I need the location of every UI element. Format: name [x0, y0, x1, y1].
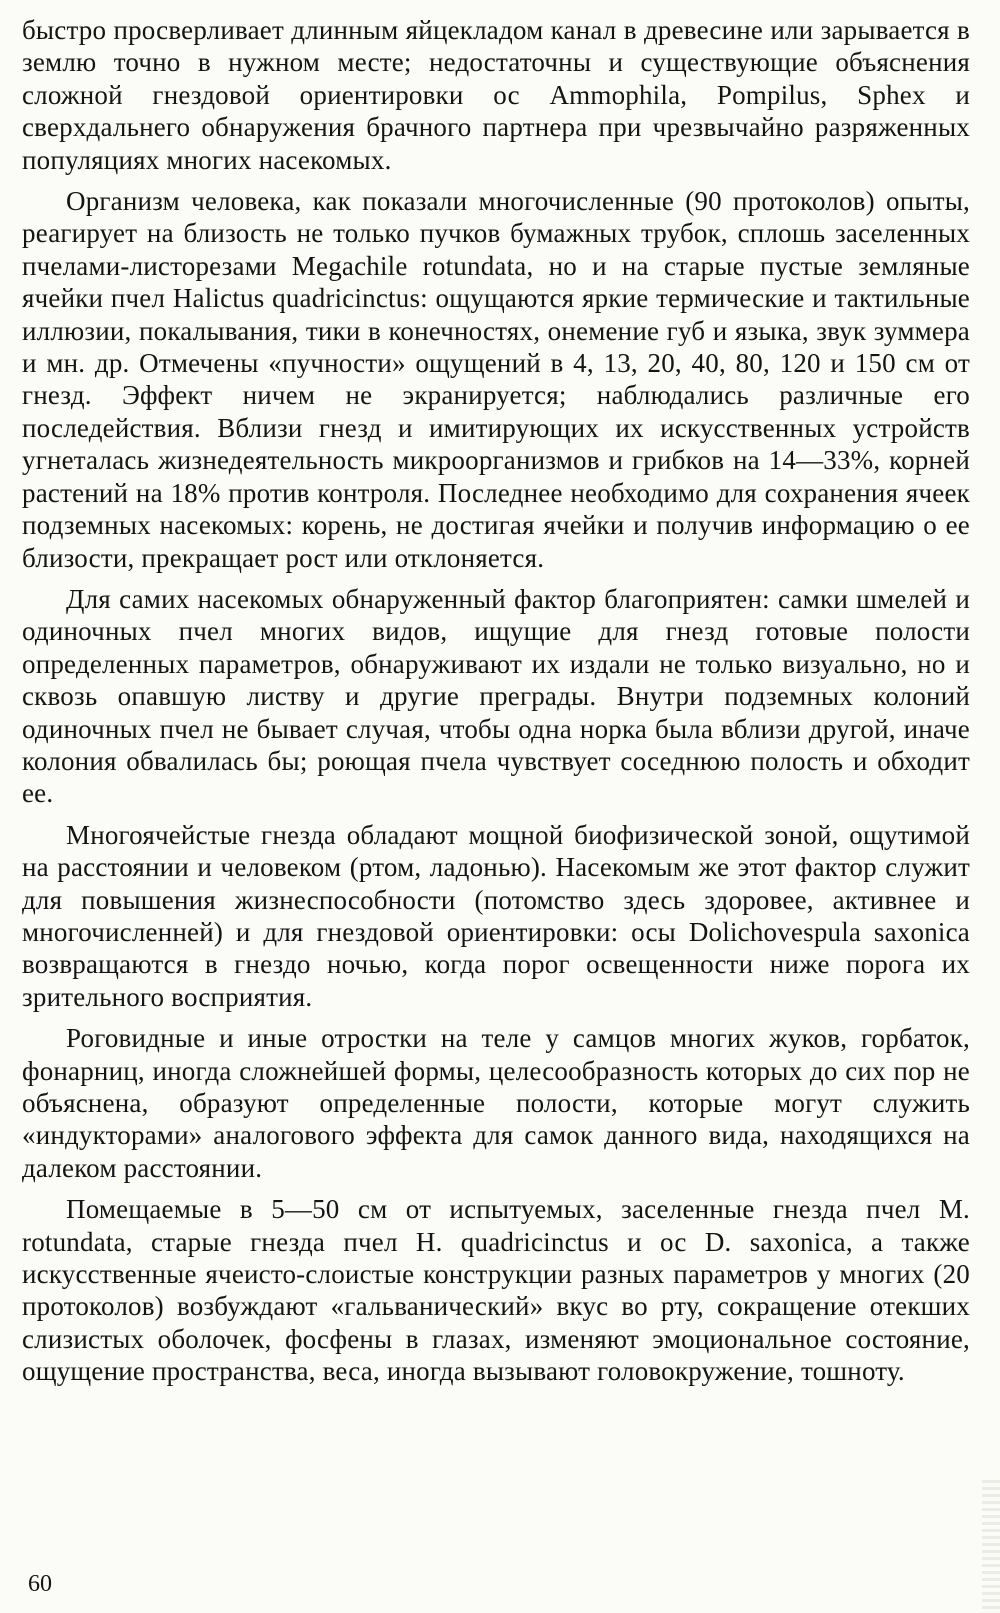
paragraph-insect-benefit: Для самих насекомых обнаруженный фактор благоприятен: самки шмелей и одиночных пчел многих видов, ищущие для гнезд готовые полости определенных параметров, обнаруживают их издали не только визуально, но и сквозь опавшую листву и другие преграды. Внутри подземных колоний одиночных пчел не бывает случая, чтобы одна норка была вблизи другой, иначе колония обвалилась бы; роющая пчела чувствует соседнюю полость и обходит ее. [22, 583, 970, 809]
body-text [22, 14, 970, 1397]
paragraph-multicell-nests: Многоячейстые гнезда обладают мощной биофизической зоной, ощутимой на расстоянии и человеком (ртом, ладонью). Насекомым же этот фактор служит для повышения жизнеспособности (потомство здесь здоровее, активнее и многочисленней) и для гнездовой ориентировки: осы Dolichovespula saxonica возвращаются в гнездо ночью, когда порог освещенности ниже порога их зрительного восприятия. [22, 819, 970, 1012]
page-number: 60 [28, 1571, 52, 1597]
paragraph-placed-nests: Помещаемые в 5—50 см от испытуемых, заселенные гнезда пчел M. rotundata, старые гнезда пчел H. quadricinctus и ос D. saxonica, а также искусственные ячеисто-слоистые конструкции разных параметров у многих (20 протоколов) возбуждают «гальванический» вкус во рту, сокращение отекших слизистых оболочек, фосфены в глазах, изменяют эмоциональное состояние, ощущение пространства, веса, иногда вызывают головокружение, тошноту. [22, 1194, 970, 1387]
scan-edge-noise [982, 1480, 1000, 1613]
paragraph-human-reaction: Организм человека, как показали многочисленные (90 протоколов) опыты, реагирует на близость не только пучков бумажных трубок, сплошь заселенных пчелами-листорезами Megachile rotundata, но и на старые пустые земляные ячейки пчел Halictus quadricinctus: ощущаются яркие термические и тактильные иллюзии, покалывания, тики в конечностях, онемение губ и языка, звук зуммера и мн. др. Отмечены «пучности» ощущений в 4, 13, 20, 40, 80, 120 и 150 см от гнезд. Эффект ничем не экранируется; наблюдались различные его последействия. Вблизи гнезд и имитирующих их искусственных устройств угнеталась жизнедеятельность микроорганизмов и грибков на 14—33%, корней растений на 18% против контроля. Последнее необходимо для сохранения ячеек подземных насекомых: корень, не достигая ячейки и получив информацию о ее близости, прекращает рост или отклоняется. [22, 186, 970, 573]
paragraph-horn-outgrowths: Роговидные и иные отростки на теле у самцов многих жуков, горбаток, фонарниц, иногда сложнейшей формы, целесообразность которых до сих пор не объяснена, образуют определенные полости, которые могут служить «индукторами» аналогового эффекта для самок данного вида, находящихся на далеком расстоянии. [22, 1023, 970, 1183]
paragraph-continuation: быстро просверливает длинным яйцекладом канал в древесине или зарывается в землю точно в нужном месте; недостаточны и существующие объяснения сложной гнездовой ориентировки ос Ammophila, Pompilus, Sphex и сверхдальнего обнаружения брачного партнера при чрезвычайно разряженных популяциях многих насекомых. [22, 15, 970, 175]
